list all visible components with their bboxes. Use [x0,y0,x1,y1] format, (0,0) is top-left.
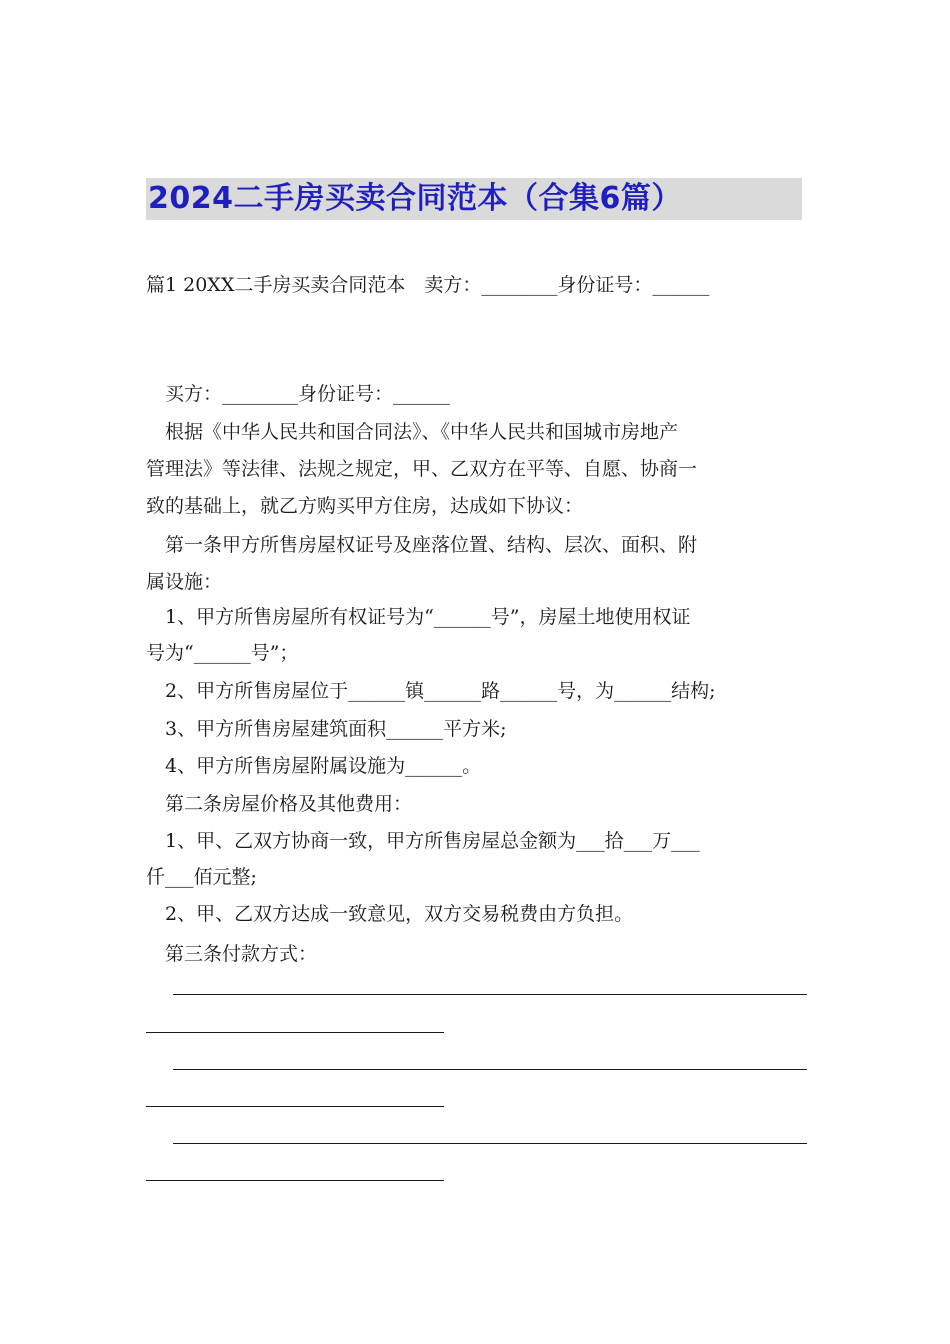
doc-line-9: 号为“______号”； [146,642,299,664]
doc-line-3: 根据《中华人民共和国合同法》、《中华人民共和国城市房地产 [146,421,679,443]
doc-line-12: 4、甲方所售房屋附属设施为______。 [146,755,482,777]
doc-line-7: 属设施： [146,571,223,593]
doc-line-17: 第三条付款方式： [146,943,318,965]
payment-blank-line-1b [146,1032,444,1033]
doc-line-13: 第二条房屋价格及其他费用： [146,793,413,815]
doc-line-8: 1、甲方所售房屋所有权证号为“______号”，房屋土地使用权证 [146,606,691,628]
doc-line-5: 致的基础上，就乙方购买甲方住房，达成如下协议： [146,495,584,517]
payment-blank-line-2b [146,1106,444,1107]
payment-blank-line-3a [173,1143,807,1144]
doc-line-14: 1、甲、乙双方协商一致，甲方所售房屋总金额为___拾___万___ [146,830,700,852]
doc-line-11: 3、甲方所售房屋建筑面积______平方米; [146,718,507,740]
payment-blank-line-3b [146,1180,444,1181]
document-title: 2024二手房买卖合同范本（合集6篇） [148,181,682,216]
doc-line-4: 管理法》等法律、法规之规定，甲、乙双方在平等、自愿、协商一 [146,458,698,480]
payment-blank-line-1a [173,994,807,995]
payment-blank-line-2a [173,1069,807,1070]
doc-line-6: 第一条甲方所售房屋权证号及座落位置、结构、层次、面积、附 [146,534,698,556]
doc-line-15: 仟___佰元整; [146,866,257,888]
doc-line-10: 2、甲方所售房屋位于______镇______路______号，为______结构; [146,680,716,702]
doc-line-1: 篇1 20XX二手房买卖合同范本 卖方：________身份证号：______ [146,274,710,296]
doc-line-16: 2、甲、乙双方达成一致意见，双方交易税费由方负担。 [146,903,634,925]
doc-line-2: 买方：________身份证号：______ [146,383,451,405]
